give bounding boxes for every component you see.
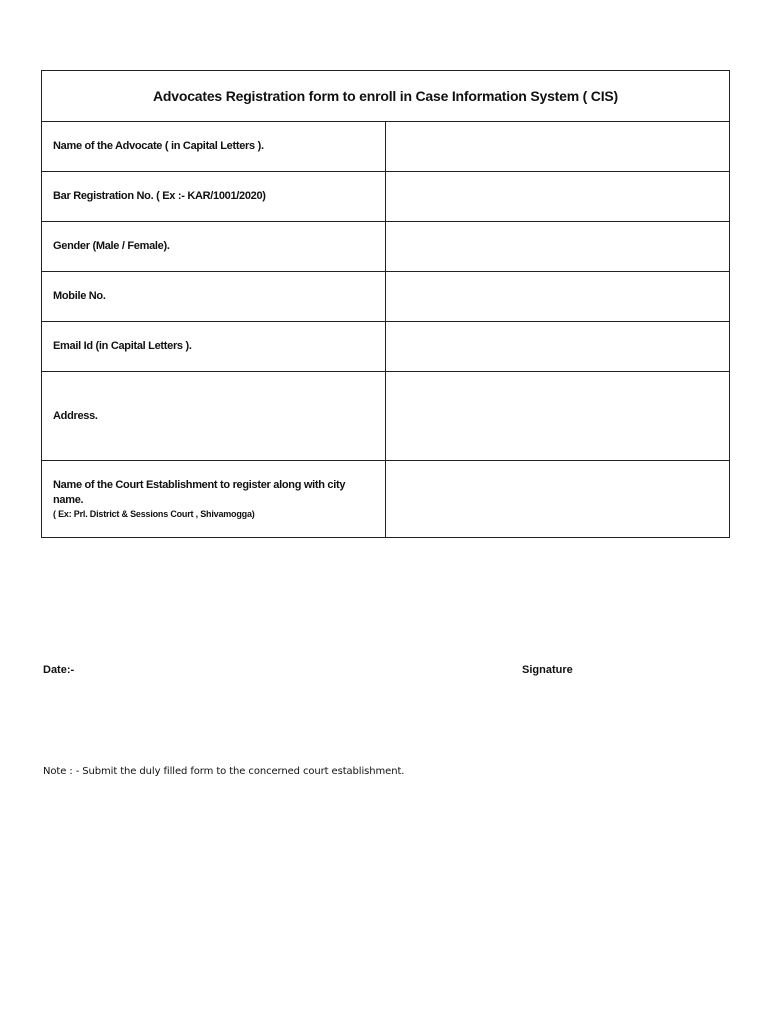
mobile-field[interactable]	[386, 272, 730, 322]
registration-form-table	[41, 70, 730, 538]
address-label: Address.	[42, 372, 386, 461]
email-field[interactable]	[386, 322, 730, 372]
gender-label: Gender (Male / Female).	[42, 222, 386, 272]
gender-field[interactable]	[386, 222, 730, 272]
advocate-name-label: Name of the Advocate ( in Capital Letters ).	[42, 122, 386, 172]
court-establishment-field[interactable]	[386, 461, 730, 538]
form-row-court-establishment	[42, 461, 730, 538]
signature-label: Signature	[522, 664, 573, 676]
form-row-address	[42, 372, 730, 461]
address-field[interactable]	[386, 372, 730, 461]
advocate-name-field[interactable]	[386, 122, 730, 172]
court-establishment-label: Name of the Court Establishment to register along with city name.	[53, 478, 346, 506]
form-title: Advocates Registration form to enroll in Case Information System ( CIS)	[42, 71, 730, 122]
bar-registration-field[interactable]	[386, 172, 730, 222]
mobile-label: Mobile No.	[42, 272, 386, 322]
form-row-advocate-name	[42, 122, 730, 172]
form-row-email	[42, 322, 730, 372]
submission-note: Note : - Submit the duly filled form to the concerned court establishment.	[43, 766, 405, 777]
court-establishment-label-cell	[42, 461, 386, 538]
form-row-bar-registration	[42, 172, 730, 222]
court-establishment-example: ( Ex: Prl. District & Sessions Court , Shivamogga)	[53, 508, 255, 519]
date-label: Date:-	[43, 664, 75, 676]
email-label: Email Id (in Capital Letters ).	[42, 322, 386, 372]
bar-registration-label: Bar Registration No. ( Ex :- KAR/1001/2020)	[42, 172, 386, 222]
form-row-gender	[42, 222, 730, 272]
form-row-mobile	[42, 272, 730, 322]
